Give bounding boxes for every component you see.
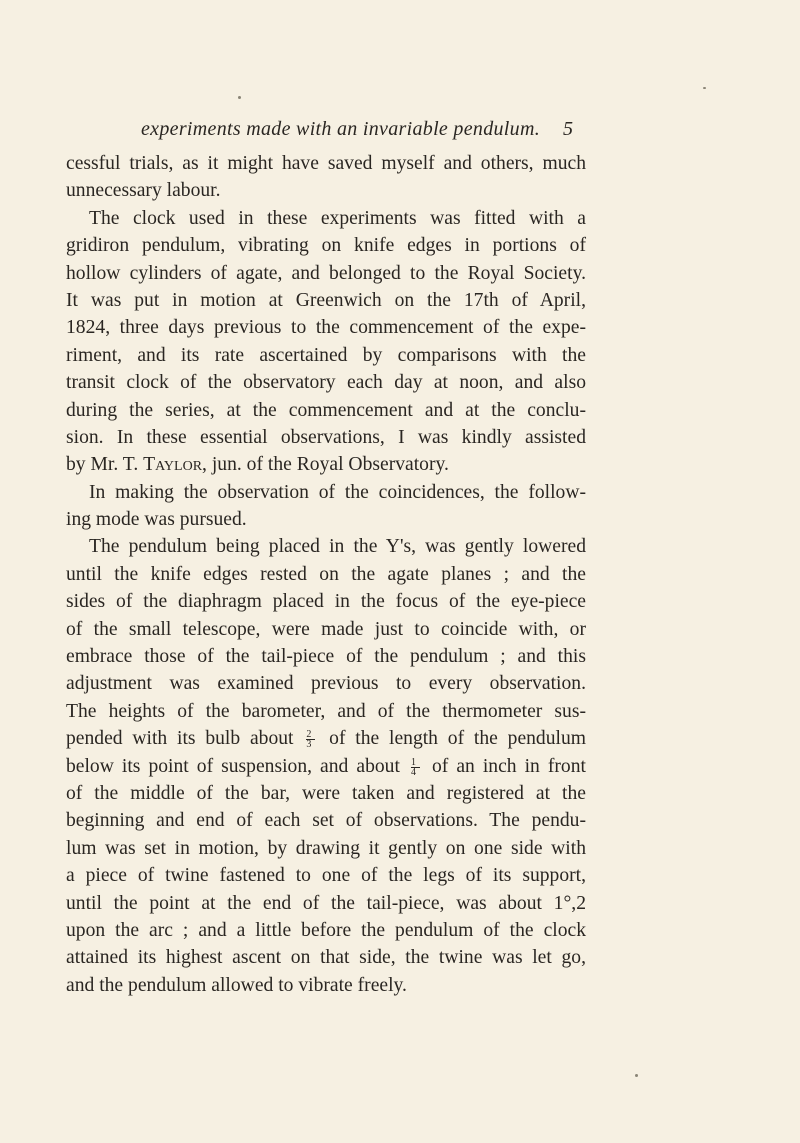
text-line: adjustment was examined previous to every observation. <box>66 673 586 695</box>
text-span: of an inch in front <box>431 755 586 777</box>
text-line: sides of the diaphragm placed in the focus of the eye-piece <box>66 591 586 613</box>
text-span: pended with its bulb about <box>66 728 294 750</box>
text-line: of the middle of the bar, were taken and registered at the <box>66 782 586 804</box>
fraction-numerator: 1 <box>411 758 420 768</box>
page-number: 5 <box>563 118 573 140</box>
paper-speck <box>635 1074 638 1077</box>
text-line: riment, and its rate ascertained by comparisons with the <box>66 344 586 366</box>
page-header <box>113 118 573 148</box>
paragraph-start-line: The pendulum being placed in the Y's, was gently lowered <box>89 536 586 558</box>
text-span: of the length of the pendulum <box>329 728 587 750</box>
text-line: hollow cylinders of agate, and belonged to the Royal Society. <box>66 262 586 284</box>
text-line <box>66 725 586 752</box>
text-line: sion. In these essential observations, I was kindly assisted <box>66 426 586 448</box>
text-line: upon the arc ; and a little before the pendulum of the clock <box>66 919 586 941</box>
text-span: by Mr. T. <box>66 454 139 476</box>
text-line: beginning and end of each set of observations. The pendu- <box>66 810 586 832</box>
text-span: , jun. of the Royal Observatory. <box>202 454 449 476</box>
text-span: below its point of suspension, and about <box>66 755 400 777</box>
text-line: and the pendulum allowed to vibrate freely. <box>66 974 407 996</box>
text-line: ing mode was pursued. <box>66 509 247 531</box>
text-line: embrace those of the tail-piece of the pendulum ; and this <box>66 646 586 668</box>
text-line: It was put in motion at Greenwich on the 17th of April, <box>66 289 586 311</box>
text-line: The heights of the barometer, and of the thermometer sus- <box>66 700 586 722</box>
text-line <box>66 753 586 780</box>
text-line: unnecessary labour. <box>66 180 221 202</box>
text-line: attained its highest ascent on that side, the twine was let go, <box>66 947 586 969</box>
body-text <box>66 150 586 999</box>
text-line: of the small telescope, were made just to coincide with, or <box>66 618 586 640</box>
paper-speck <box>703 87 706 89</box>
text-line: until the knife edges rested on the agate planes ; and the <box>66 563 586 585</box>
paper-speck <box>238 96 241 99</box>
running-head: experiments made with an invariable pendulum. <box>141 118 540 140</box>
fraction-denominator: 4 <box>410 766 416 778</box>
text-line: cessful trials, as it might have saved myself and others, much <box>66 153 586 174</box>
text-line: during the series, at the commencement and at the conclu- <box>66 399 586 421</box>
text-line: until the point at the end of the tail-piece, was about 1°,2 <box>66 892 586 914</box>
text-line: lum was set in motion, by drawing it gently on one side with <box>66 837 586 859</box>
fraction-one-fourth <box>411 758 420 777</box>
text-line: gridiron pendulum, vibrating on knife edges in portions of <box>66 235 586 257</box>
person-name: Taylor <box>143 454 203 476</box>
fraction-denominator: 3 <box>306 739 312 751</box>
paragraph-start-line: In making the observation of the coincidences, the follow- <box>89 481 586 503</box>
text-line: transit clock of the observatory each day at noon, and also <box>66 372 586 394</box>
text-line <box>66 451 586 478</box>
text-line: a piece of twine fastened to one of the legs of its support, <box>66 865 586 887</box>
text-line: 1824, three days previous to the commencement of the expe- <box>66 317 586 339</box>
paragraph-start-line: The clock used in these experiments was fitted with a <box>89 207 586 229</box>
fraction-two-thirds <box>306 730 315 749</box>
fraction-numerator: 2 <box>306 730 315 740</box>
